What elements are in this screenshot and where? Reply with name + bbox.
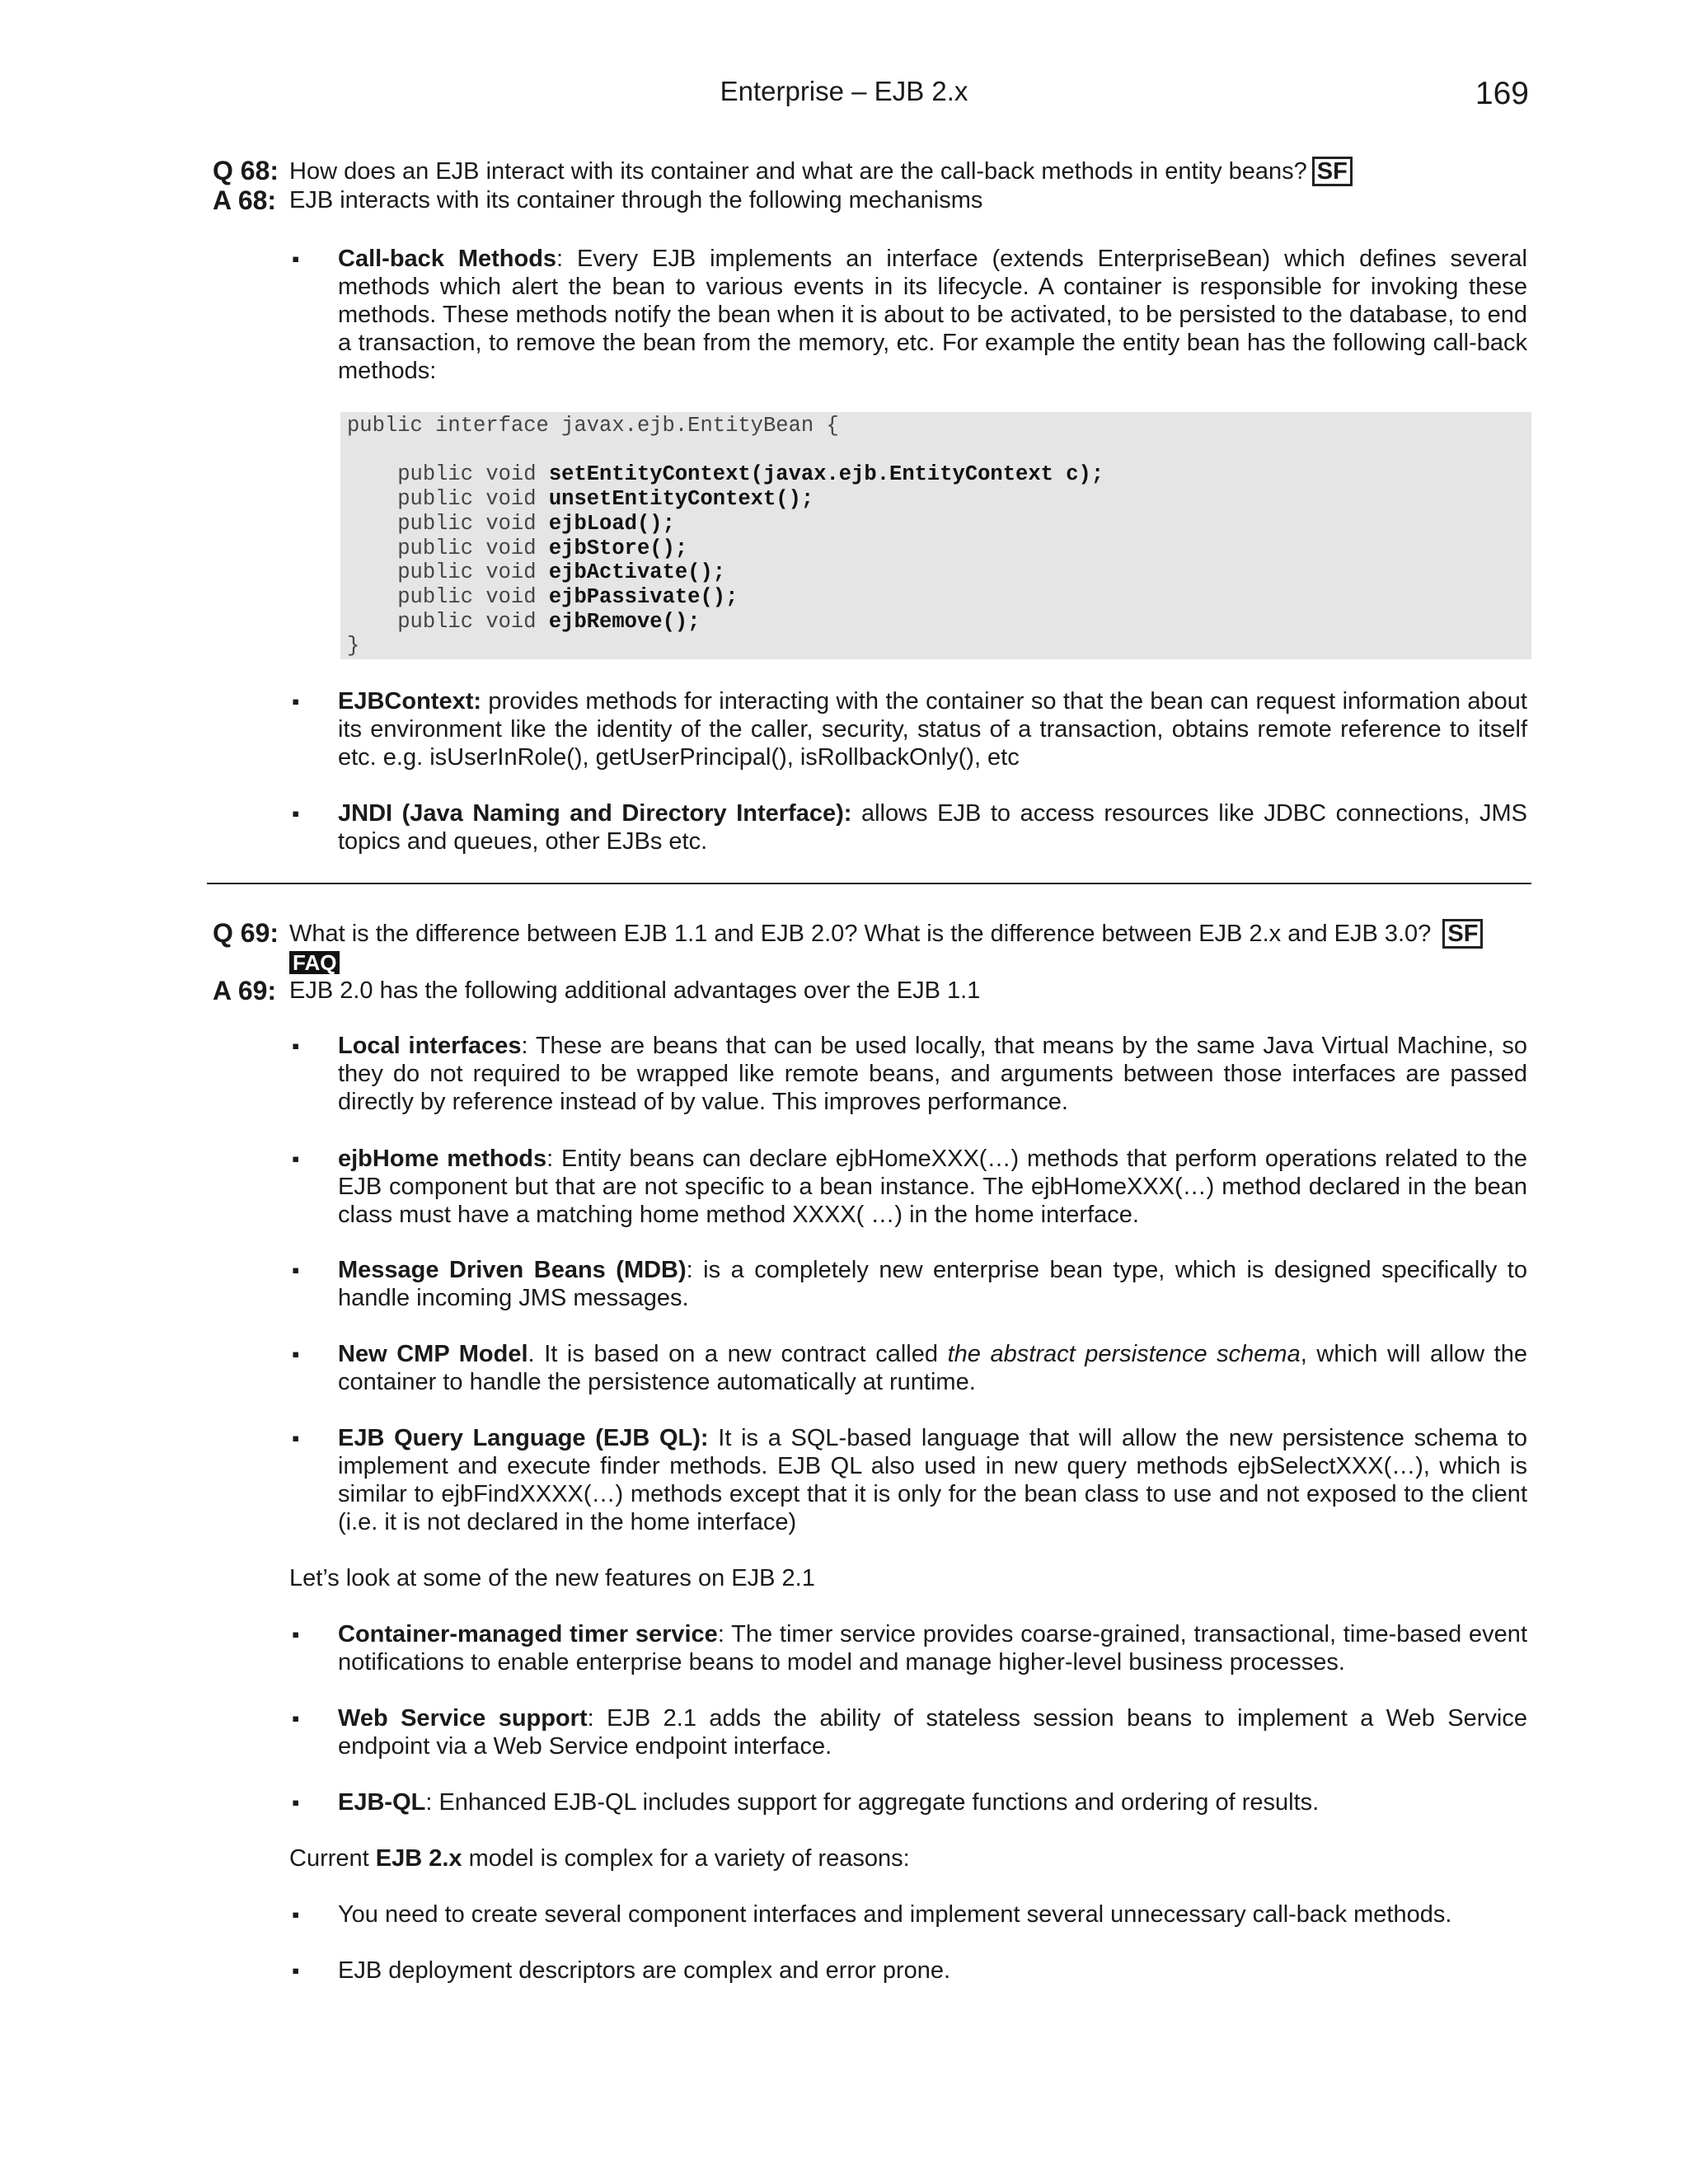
question-label: Q 68: <box>213 156 279 185</box>
list-item <box>338 1256 1527 1312</box>
para-bold: EJB 2.x <box>375 1845 462 1872</box>
code-prefix: public void <box>347 609 549 634</box>
list-item <box>338 1424 1527 1536</box>
bullet-text: : Enhanced EJB-QL includes support for aggregate functions and ordering of results. <box>425 1789 1320 1816</box>
bullet-text: , which will allow the container to handle the persistence automatically at runtime. <box>338 1341 1527 1395</box>
list-item <box>338 1340 1527 1396</box>
answer-intro: EJB 2.0 has the following additional advantages over the EJB 1.1 <box>289 977 981 1004</box>
bullet-text: : EJB 2.1 adds the ability of stateless session beans to implement a Web Service endpoint via a Web Service endpoint interface. <box>338 1705 1527 1760</box>
complexity-intro <box>289 1844 1526 1872</box>
code-method: setEntityContext(javax.ejb.EntityContext c); <box>548 462 1104 487</box>
bullet-text: : These are beans that can be used locally, that means by the same Java Virtual Machine, so they do not required to be wrapped like remote beans, and arguments between those interfaces are passed directly by reference instead of by value. This improves performance. <box>338 1033 1527 1115</box>
code-method: ejbLoad(); <box>548 511 675 536</box>
bullet-term: Local interfaces <box>338 1033 522 1059</box>
code-line: public interface javax.ejb.EntityBean { <box>347 414 839 438</box>
bullet-term: EJB Query Language (EJB QL): <box>338 1425 709 1451</box>
list-item <box>338 687 1527 771</box>
faq-tag: FAQ <box>289 951 340 974</box>
bullet-term: Web Service support <box>338 1705 588 1732</box>
list-item <box>338 245 1527 385</box>
bullet-term: Message Driven Beans (MDB) <box>338 1257 687 1283</box>
code-method: ejbPassivate(); <box>548 584 738 609</box>
ejb21-intro: Let’s look at some of the new features on EJB 2.1 <box>289 1565 815 1591</box>
page-number: 169 <box>1475 76 1529 111</box>
code-line: } <box>347 634 360 658</box>
running-header: Enterprise – EJB 2.x <box>720 76 968 106</box>
answer-label: A 68: <box>213 185 277 215</box>
list-item <box>338 1704 1527 1760</box>
code-method: ejbRemove(); <box>548 609 701 634</box>
code-block <box>340 412 1531 659</box>
code-prefix: public void <box>347 560 549 585</box>
list-item <box>338 1788 1527 1816</box>
para-text: Current <box>289 1845 376 1872</box>
bullet-text: allows EJB to access resources like JDBC connections, JMS topics and queues, other EJBs etc. <box>338 800 1527 855</box>
code-prefix: public void <box>347 511 549 536</box>
answer-label: A 69: <box>213 976 277 1005</box>
sf-tag: SF <box>1312 157 1353 186</box>
list-item <box>338 1032 1527 1116</box>
code-method: unsetEntityContext(); <box>548 487 814 512</box>
question-text: What is the difference between EJB 1.1 and EJB 2.0? What is the difference between EJB 2.x and EJB 3.0? <box>289 921 1432 947</box>
bullet-text: : Entity beans can declare ejbHomeXXX(…) methods that perform operations related to the EJB component but that are not specific to a bean instance. The ejbHomeXXX(…) method declared in the bean class must have a matching home method XXXX( …) in the home interface. <box>338 1146 1527 1228</box>
sf-tag: SF <box>1442 919 1483 949</box>
question-label: Q 69: <box>213 918 279 948</box>
question-69 <box>213 919 1527 1005</box>
bullet-term: JNDI (Java Naming and Directory Interface): <box>338 800 852 827</box>
bullet-term: Container-managed timer service <box>338 1621 718 1647</box>
list-item: ▪ EJB deployment descriptors are complex and error prone. <box>338 1957 1527 1985</box>
bullet-term: EJB-QL <box>338 1789 426 1816</box>
section-divider <box>207 883 1531 884</box>
code-prefix: public void <box>347 584 549 609</box>
code-prefix: public void <box>347 536 549 560</box>
bullet-term: ejbHome methods <box>338 1146 547 1172</box>
code-prefix: public void <box>347 462 549 487</box>
bullet-text: : is a completely new enterprise bean type, which is designed specifically to handle incoming JMS messages. <box>338 1257 1527 1311</box>
answer-intro: EJB interacts with its container through the following mechanisms <box>289 187 983 213</box>
code-method: ejbActivate(); <box>548 560 726 585</box>
list-item <box>338 799 1527 855</box>
list-item <box>338 1620 1527 1676</box>
list-item: ▪ You need to create several component interfaces and implement several unnecessary call-back methods. <box>338 1900 1527 1929</box>
list-item <box>338 1145 1527 1229</box>
bullet-italic: the abstract persistence schema <box>947 1341 1301 1367</box>
bullet-term: Call-back Methods <box>338 246 557 272</box>
bullet-term: New CMP Model <box>338 1341 528 1367</box>
bullet-text: provides methods for interacting with the container so that the bean can request information about its environment like the identity of the caller, security, status of a transaction, obtains remote reference to itself etc. e.g. isUserInRole(), getUserPrincipal(), isRollbackOnly(), etc <box>338 688 1527 771</box>
bullet-text: . It is based on a new contract called <box>528 1341 948 1367</box>
question-text: How does an EJB interact with its container and what are the call-back methods in entity beans? <box>289 158 1307 185</box>
bullet-text: : The timer service provides coarse-grained, transactional, time-based event notifications to enable enterprise beans to model and manage higher-level business processes. <box>338 1621 1527 1675</box>
para-text: model is complex for a variety of reasons: <box>462 1845 910 1872</box>
bullet-text: It is a SQL-based language that will allow the new persistence schema to implement and execute finder methods. EJB QL also used in new query methods ejbSelectXXX(…), which is similar to ejbFindXXXX(…) methods except that it is only for the bean class to use and not exposed to the client (i.e. it is not declared in the home interface) <box>338 1425 1527 1535</box>
code-prefix: public void <box>347 487 549 512</box>
question-68 <box>213 157 1527 214</box>
bullet-term: EJBContext: <box>338 688 482 715</box>
bullet-text: : Every EJB implements an interface (extends EnterpriseBean) which defines several methods which alert the bean to various events in its lifecycle. A container is responsible for invoking these methods. These methods notify the bean when it is about to be activated, to be persisted to the database, to end a transaction, to remove the bean from the memory, etc. For example the entity bean has the following call-back methods: <box>338 246 1527 384</box>
code-method: ejbStore(); <box>548 536 688 560</box>
